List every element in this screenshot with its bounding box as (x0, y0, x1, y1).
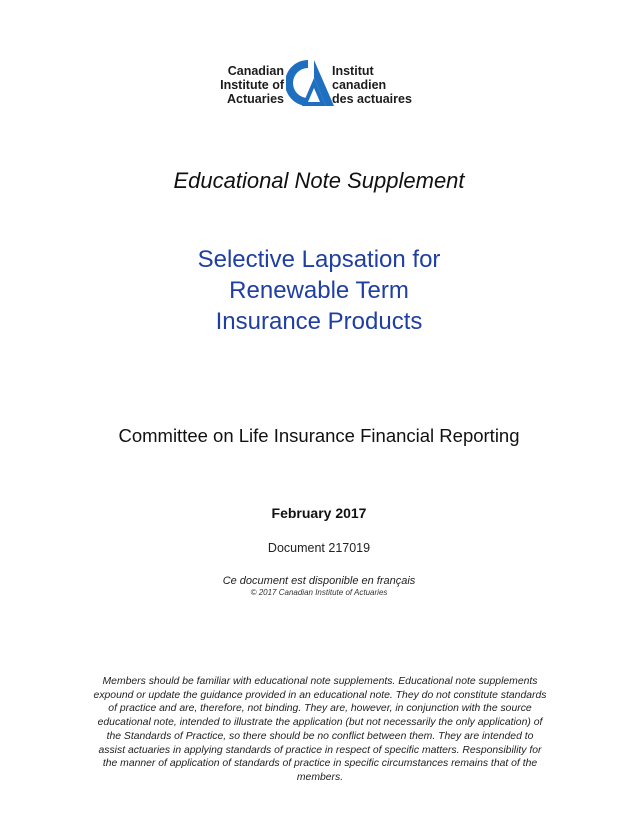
cia-logo (212, 58, 442, 110)
logo-english-line: Actuaries (227, 92, 284, 106)
logo-french-line: Institut (332, 64, 374, 78)
document-title-line: Renewable Term (229, 277, 409, 304)
document-title (0, 244, 638, 337)
logo-french-name (332, 64, 452, 106)
logo-english-line: Institute of (220, 78, 284, 92)
copyright-notice: © 2017 Canadian Institute of Actuaries (250, 588, 388, 597)
disclaimer-paragraph: Members should be familiar with educational note supplements. Educational note supplements expound or update the guidance provided in an educational note. They do not constitute standards of practice and are, therefore, not binding. They are, however, in conjunction with the source educational note, intended to illustrate the application (but not necessarily the only application) of the Standards of Practice, so there should be no conflict between them. They are intended to assist actuaries in applying standards of practice in respect of specific matters. Responsibility for the manner of application of standards of practice in specific circumstances remains that of the members. (93, 676, 547, 783)
logo-english-line: Canadian (227, 64, 284, 78)
committee-name: Committee on Life Insurance Financial Reporting (118, 425, 520, 446)
logo-french-line: canadien (332, 78, 387, 92)
document-title-line: Insurance Products (215, 308, 423, 335)
document-number: Document 217019 (267, 541, 371, 555)
logo-french-line: des actuaires (332, 92, 412, 106)
cia-emblem-icon (286, 58, 336, 108)
publication-date: February 2017 (271, 505, 367, 521)
french-availability-note: Ce document est disponible en français (222, 575, 416, 587)
logo-english-name (212, 64, 284, 106)
document-title-line: Selective Lapsation for (197, 246, 441, 273)
document-type-label: Educational Note Supplement (173, 168, 465, 193)
